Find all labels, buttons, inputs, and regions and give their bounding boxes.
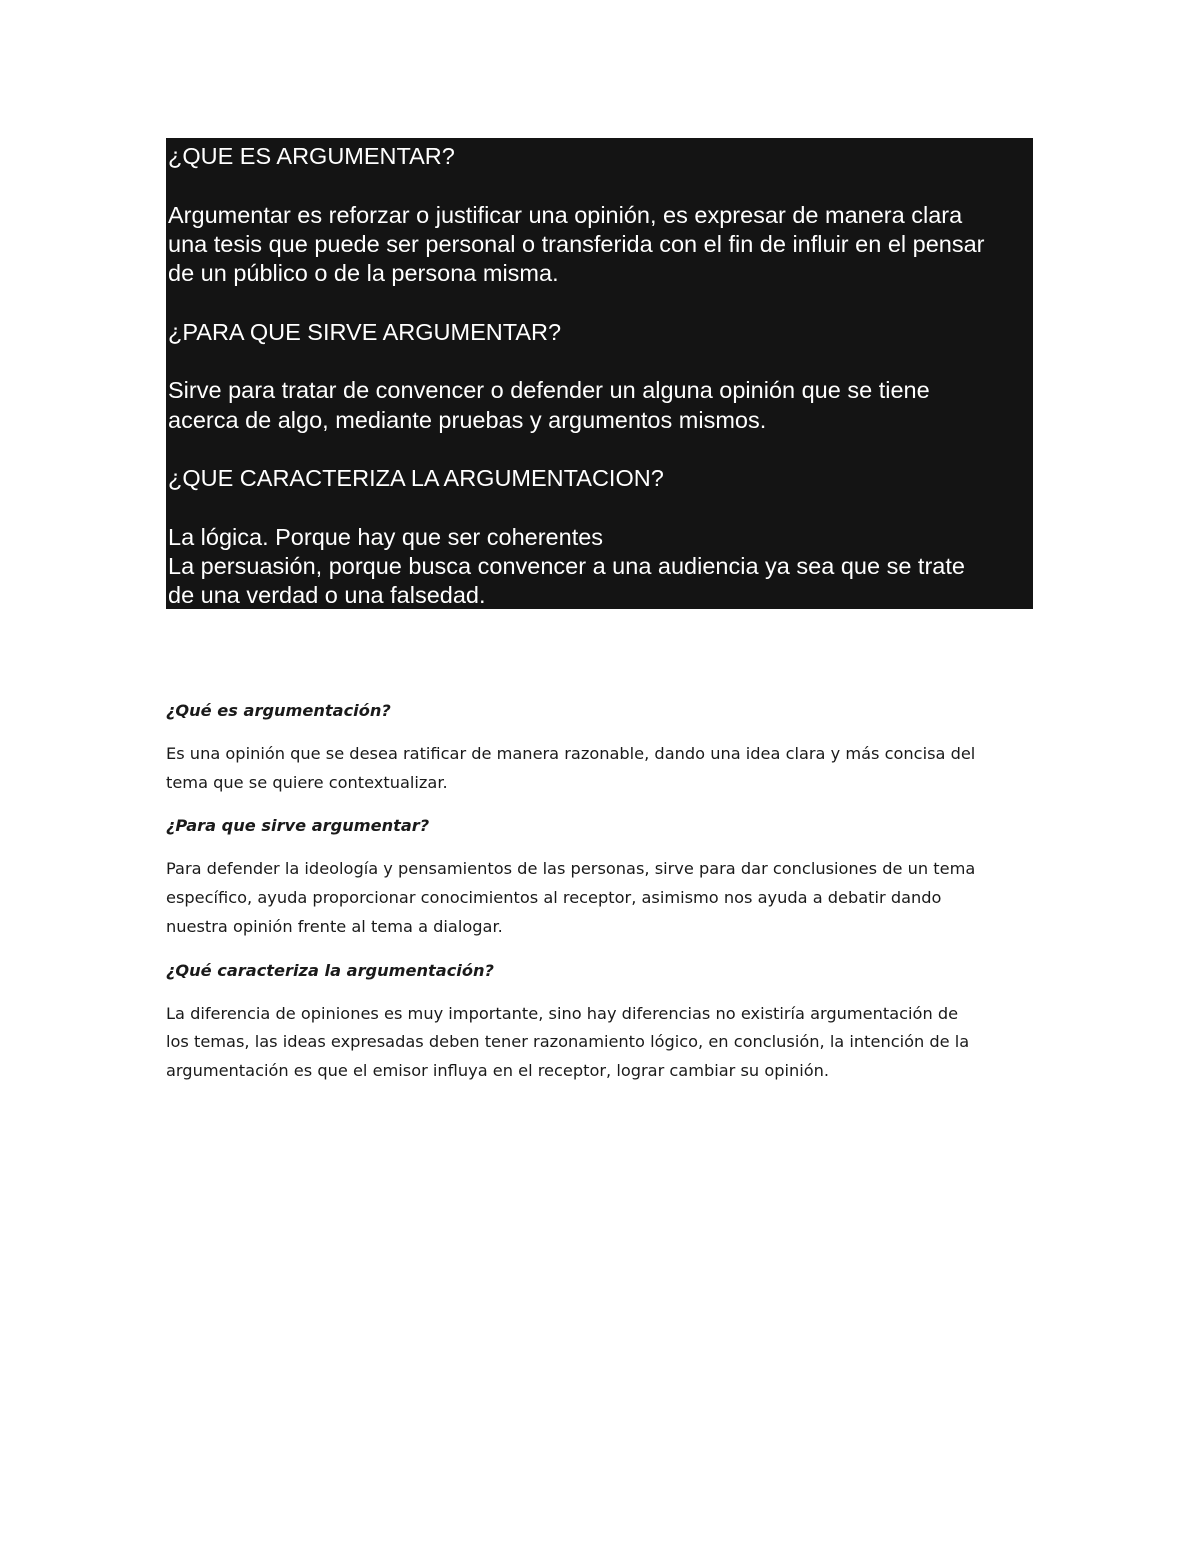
paragraph-que-es	[166, 740, 1046, 797]
paragraph-line: tema que se quiere contextualizar.	[166, 772, 448, 792]
paragraph-caracteriza	[166, 1000, 1046, 1086]
heading-que-es: ¿Qué es argumentación?	[166, 701, 391, 720]
paragraph-line: argumentación es que el emisor influya en el receptor, lograr cambiar su opinión.	[166, 1060, 830, 1080]
paragraph-line: nuestra opinión frente al tema a dialogar.	[166, 916, 503, 936]
dark-paragraph-line: una tesis que puede ser personal o transferida con el fin de influir en el pensar	[168, 230, 985, 257]
heading-caracteriza: ¿Qué caracteriza la argumentación?	[166, 960, 494, 980]
dark-paragraph-line: La persuasión, porque busca convencer a una audiencia ya sea que se trate	[168, 553, 965, 580]
dark-heading-que-es: ¿QUE ES ARGUMENTAR?	[168, 143, 455, 169]
paragraph-line: La diferencia de opiniones es muy importante, sino hay diferencias no existiría argumentación de	[166, 1003, 959, 1023]
dark-paragraph-line: Sirve para tratar de convencer o defender un alguna opinión que se tiene	[168, 377, 930, 404]
paragraph-line: Para defender la ideología y pensamientos de las personas, sirve para dar conclusiones de un tema	[166, 859, 976, 879]
dark-paragraph-line: de un público o de la persona misma.	[168, 260, 559, 287]
dark-paragraph-line: Argumentar es reforzar o justificar una opinión, es expresar de manera clara	[168, 201, 963, 228]
dark-text-block	[166, 138, 1033, 609]
paragraph-line: específico, ayuda proporcionar conocimientos al receptor, asimismo nos ayuda a debatir dando	[166, 888, 942, 908]
paragraph-line: los temas, las ideas expresadas deben tener razonamiento lógico, en conclusión, la intención de la	[166, 1032, 970, 1052]
heading-para-que: ¿Para que sirve argumentar?	[166, 816, 430, 836]
dark-paragraph-line: de una verdad o una falsedad.	[168, 582, 486, 609]
paragraph-para-que	[166, 855, 1046, 941]
paragraph-line: Es una opinión que se desea ratificar de manera razonable, dando una idea clara y más concisa del	[166, 744, 976, 763]
dark-heading-caracteriza: ¿QUE CARACTERIZA LA ARGUMENTACION?	[168, 465, 664, 492]
dark-heading-para-que: ¿PARA QUE SIRVE ARGUMENTAR?	[168, 318, 562, 345]
dark-paragraph-line: La lógica. Porque hay que ser coherentes	[168, 523, 604, 550]
dark-paragraph-line: acerca de algo, mediante pruebas y argumentos mismos.	[168, 406, 767, 433]
light-text-block	[166, 697, 1046, 1101]
